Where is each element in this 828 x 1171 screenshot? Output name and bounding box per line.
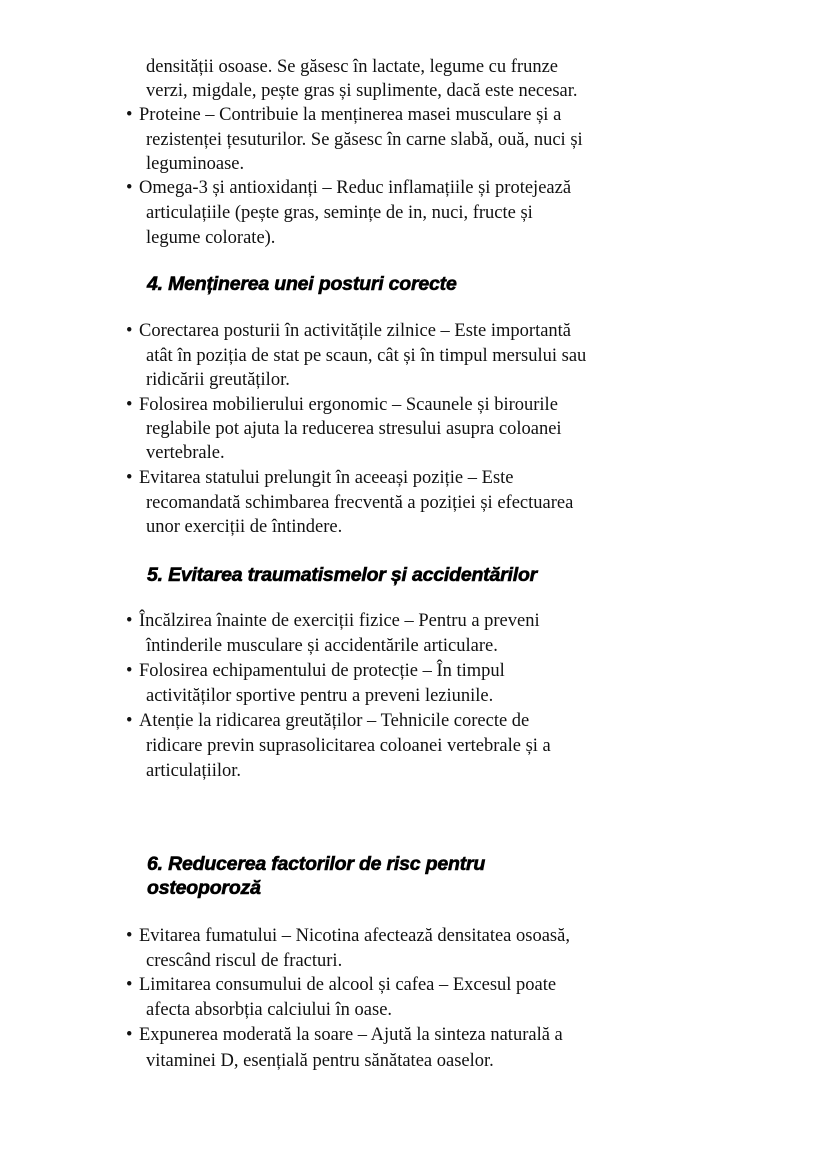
list-item-continuation: rezistenței țesuturilor. Se găsesc în carne slabă, ouă, nuci și [146,130,583,150]
list-item-continuation: afecta absorbția calciului în oase. [146,1000,393,1020]
bullet-icon: • [126,661,133,681]
bullet-icon: • [126,321,133,341]
list-item-continuation: întinderile musculare și accidentările articulare. [146,636,498,656]
list-item-text: Încălzirea înainte de exerciții fizice – Pentru a preveni [139,611,540,631]
list-item-continuation: legume colorate). [146,228,276,248]
list-item-text: Evitarea statului prelungit în aceeași poziție – Este [139,468,514,488]
list-item-text: Expunerea moderată la soare – Ajută la sinteza naturală a [139,1025,563,1045]
list-item-text: Folosirea mobilierului ergonomic – Scaunele și birourile [139,395,558,415]
bullet-icon: • [126,105,133,125]
list-item-continuation: articulațiile (pește gras, semințe de in, nuci, fructe și [146,203,533,223]
list-item-continuation: leguminoase. [146,154,245,174]
list-item-continuation: recomandată schimbarea frecventă a poziției și efectuarea [146,493,574,513]
bullet-icon: • [126,975,133,995]
list-item-continuation: vertebrale. [146,443,225,463]
section-heading: osteoporoză [147,877,261,899]
list-item-continuation: reglabile pot ajuta la reducerea stresului asupra coloanei [146,419,562,439]
bullet-icon: • [126,178,133,198]
paragraph-line: densității osoase. Se găsesc în lactate, legume cu frunze [146,57,558,77]
section-heading: 4. Menținerea unei posturi corecte [147,273,457,295]
list-item-text: Limitarea consumului de alcool și cafea – Excesul poate [139,975,557,995]
list-item-text: Folosirea echipamentului de protecție – În timpul [139,661,505,681]
bullet-icon: • [126,1025,133,1045]
list-item-continuation: vitaminei D, esențială pentru sănătatea oaselor. [146,1051,494,1071]
list-item-text: Omega-3 și antioxidanți – Reduc inflamațiile și protejează [139,178,572,198]
list-item-text: Corectarea posturii în activitățile zilnice – Este importantă [139,321,572,341]
section-heading: 5. Evitarea traumatismelor și accidentărilor [147,564,538,586]
bullet-icon: • [126,395,133,415]
list-item-continuation: activităților sportive pentru a preveni leziunile. [146,686,494,706]
list-item-text: Atenție la ridicarea greutăților – Tehnicile corecte de [139,711,530,731]
bullet-icon: • [126,926,133,946]
bullet-icon: • [126,611,133,631]
section-heading: 6. Reducerea factorilor de risc pentru [147,853,486,875]
bullet-icon: • [126,468,133,488]
list-item-continuation: unor exerciții de întindere. [146,517,343,537]
list-item-continuation: articulațiilor. [146,761,242,781]
paragraph-line: verzi, migdale, pește gras și suplimente, dacă este necesar. [146,81,578,101]
list-item-continuation: ridicare previn suprasolicitarea coloanei vertebrale și a [146,736,551,756]
list-item-text: Evitarea fumatului – Nicotina afectează densitatea osoasă, [139,926,570,946]
list-item-continuation: crescând riscul de fracturi. [146,951,343,971]
list-item-continuation: atât în poziția de stat pe scaun, cât și în timpul mersului sau [146,346,587,366]
list-item-continuation: ridicării greutăților. [146,370,290,390]
list-item-text: Proteine – Contribuie la menținerea masei musculare și a [139,105,562,125]
bullet-icon: • [126,711,133,731]
